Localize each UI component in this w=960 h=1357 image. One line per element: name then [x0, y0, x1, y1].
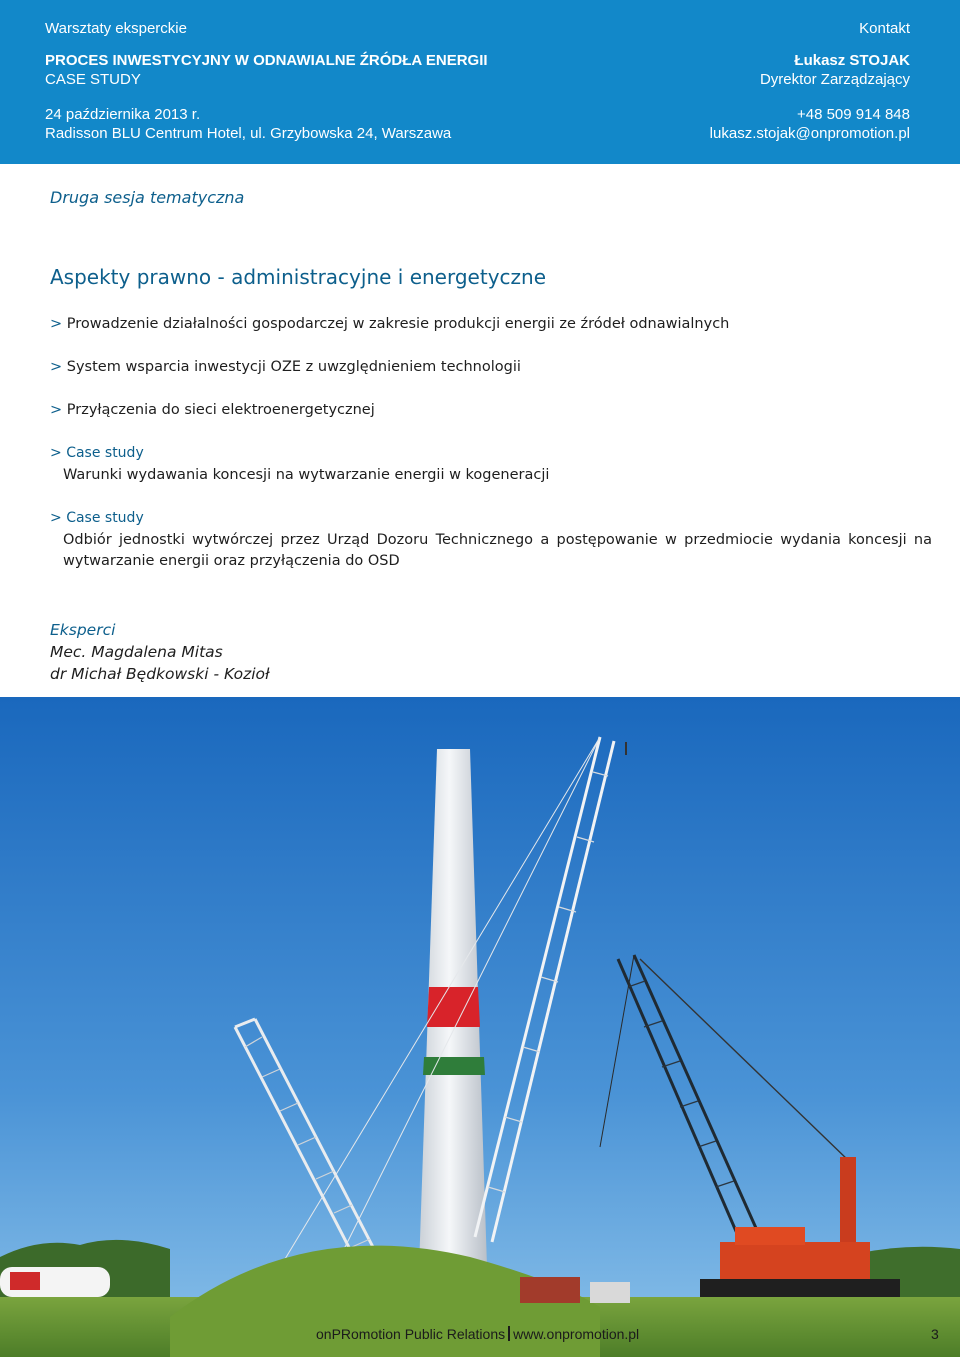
footer-divider — [508, 1326, 510, 1341]
expert-name: dr Michał Będkowski - Kozioł — [50, 665, 270, 683]
case-study-description: Odbiór jednostki wytwórczej przez Urząd Dozoru Technicznego a postępowanie w przedmiocie wydania koncesji na wytwarzanie energii oraz przyłączenia do OSD — [63, 532, 932, 569]
case-study-label — [50, 445, 932, 461]
footer-company: onPRomotion Public Relations — [316, 1326, 506, 1342]
experts-label: Eksperci — [50, 621, 116, 639]
bullet-item — [50, 357, 932, 377]
case-study-description: Warunki wydawania koncesji na wytwarzanie energii w kogeneracji — [63, 467, 550, 483]
contact-info — [550, 19, 910, 143]
event-title: PROCES INWESTYCYJNY W ODNAWIALNE ŹRÓDŁA ENERGII — [45, 52, 488, 69]
contact-phone[interactable]: +48 509 914 848 — [796, 106, 910, 123]
workshop-label: Warsztaty eksperckie — [45, 20, 187, 37]
wind-turbine-construction-photo — [0, 697, 960, 1357]
footer-website[interactable]: www.onpromotion.pl — [513, 1326, 640, 1342]
bullet-text: Prowadzenie działalności gospodarczej w zakresie produkcji energii ze źródeł odnawialnych — [66, 316, 730, 332]
event-venue: Radisson BLU Centrum Hotel, ul. Grzybowska 24, Warszawa — [45, 125, 452, 142]
contact-role: Dyrektor Zarządzający — [759, 71, 910, 88]
page-footer — [0, 1326, 960, 1346]
arrow-marker: > — [50, 359, 63, 375]
contact-email[interactable]: lukasz.stojak@onpromotion.pl — [709, 125, 910, 142]
arrow-marker: > — [50, 316, 63, 332]
case-study-label-text: Case study — [66, 510, 144, 526]
bullet-item — [50, 314, 932, 334]
arrow-marker: > — [50, 510, 62, 526]
contact-label: Kontakt — [859, 20, 910, 37]
case-study-label — [50, 510, 932, 526]
event-subtitle: CASE STUDY — [45, 71, 141, 88]
expert-name: Mec. Magdalena Mitas — [50, 643, 223, 661]
event-date: 24 października 2013 r. — [45, 106, 201, 123]
bullet-text: System wsparcia inwestycji OZE z uwzględnieniem technologii — [66, 359, 521, 375]
page-number: 3 — [931, 1326, 939, 1342]
session-label: Druga sesja tematyczna — [50, 188, 245, 207]
footer-center — [316, 1326, 639, 1342]
contact-name: Łukasz STOJAK — [794, 52, 910, 69]
section-title: Aspekty prawno - administracyjne i energetyczne — [50, 265, 547, 289]
event-info — [45, 19, 565, 143]
bullet-text: Przyłączenia do sieci elektroenergetycznej — [66, 402, 375, 418]
case-study-label-text: Case study — [66, 445, 144, 461]
arrow-marker: > — [50, 402, 63, 418]
arrow-marker: > — [50, 445, 62, 461]
bullet-item — [50, 400, 932, 420]
header-banner — [0, 0, 960, 164]
